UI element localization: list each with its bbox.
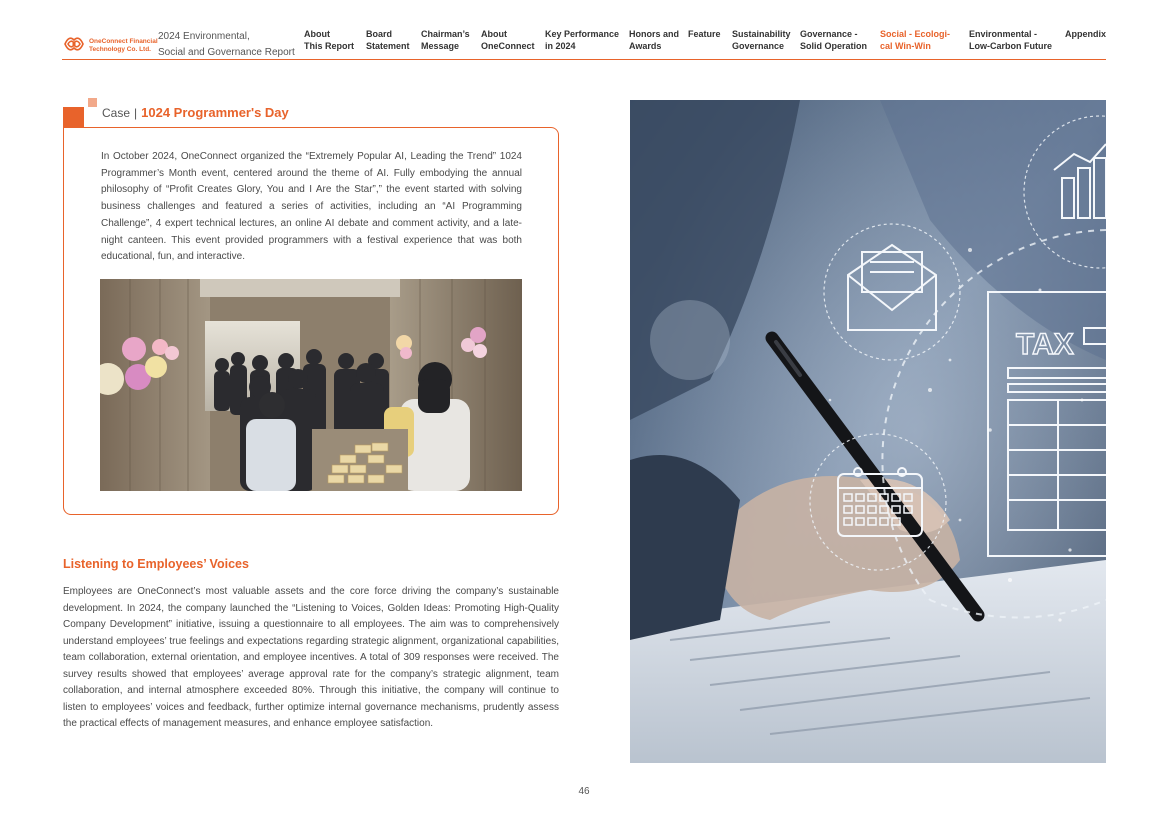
nav-appendix[interactable]: Appendix [1065, 29, 1107, 39]
nav-key-performance[interactable]: Key Performance in 2024 [545, 29, 620, 51]
section-body-text: Employees are OneConnect’s most valuable assets and the core force driving the company’s sustainable development. In 2024, the company launched the “Listening to Voices, Golden Ideas: Promoting High-Quality Company Development” initiative, issuing a questionnaire to all employees. The aim was to comprehensively understand employees’ true feelings and expectations regarding strategic alignment, organizational capabilities, team collaboration, external orientation, and employee incentives. A total of 309 responses were received. The survey results showed that employees’ average approval rate for the company’s strategic alignment, team collaboration, and internal atmosphere exceeded 80%. Through this initiative, the company will continue to listen to employees’ voices and feedback, further optimize internal governance mechanisms, prudently assess the practical effects of management measures, and enhance employee satisfaction. [63, 586, 559, 729]
page-number: 46 [578, 786, 590, 797]
page-header [62, 24, 1106, 60]
report-title [158, 29, 295, 61]
logo-text [89, 38, 158, 53]
case-accent-square-small [88, 98, 97, 107]
case-title: 1024 Programmer's Day [141, 105, 289, 120]
case-label: Case [102, 106, 131, 120]
nav-feature[interactable]: Feature [688, 29, 721, 39]
report-title-line-2: Social and Governance Report [158, 47, 295, 58]
nav-governance-solid-operation[interactable]: Governance - Solid Operation [800, 29, 868, 51]
nav-social-ecological-win-win[interactable]: Social - Ecologi- cal Win-Win [880, 29, 951, 51]
nav-about-this-report[interactable]: About This Report [304, 29, 355, 51]
nav-about-oneconnect[interactable]: About OneConnect [481, 29, 535, 51]
nav-honors-awards[interactable]: Honors and Awards [629, 29, 680, 51]
case-separator: | [134, 106, 138, 120]
oneconnect-logo-icon [62, 32, 86, 56]
section-title: Listening to Employees’ Voices [63, 557, 249, 571]
logo-line-2: Technology Co. Ltd. [89, 45, 151, 53]
nav-chairmans-message[interactable]: Chairman’s Message [421, 29, 470, 51]
hero-image [630, 100, 1106, 763]
tax-label: TAX [1016, 328, 1074, 361]
nav-board-statement[interactable]: Board Statement [366, 29, 410, 51]
nav-environmental-low-carbon[interactable]: Environmental - Low-Carbon Future [969, 29, 1052, 51]
nav-sustainability-governance[interactable]: Sustainability Governance [732, 29, 791, 51]
logo-line-1: OneConnect Financial [89, 38, 158, 45]
programmers-day-photo [100, 279, 522, 491]
case-accent-square [63, 107, 84, 128]
case-heading [102, 104, 289, 122]
report-title-line-1: 2024 Environmental, [158, 31, 250, 42]
case-body-text: In October 2024, OneConnect organized the “Extremely Popular AI, Leading the Trend” 1024 Programmer’s Month event, centered around the theme of AI. Fully embodying the annual philosophy of “Profit Creates Glory, You and I Are the Star”,” the event started with solving business challenges and featured a series of activities, including an “AI Programming Challenge”, 4 expert technical lectures, an online AI debate and comment activity, and a late-night canteen. This event provided programmers with a festival experience that was both educational, fun, and interactive. [101, 151, 522, 263]
company-logo[interactable] [62, 32, 158, 58]
